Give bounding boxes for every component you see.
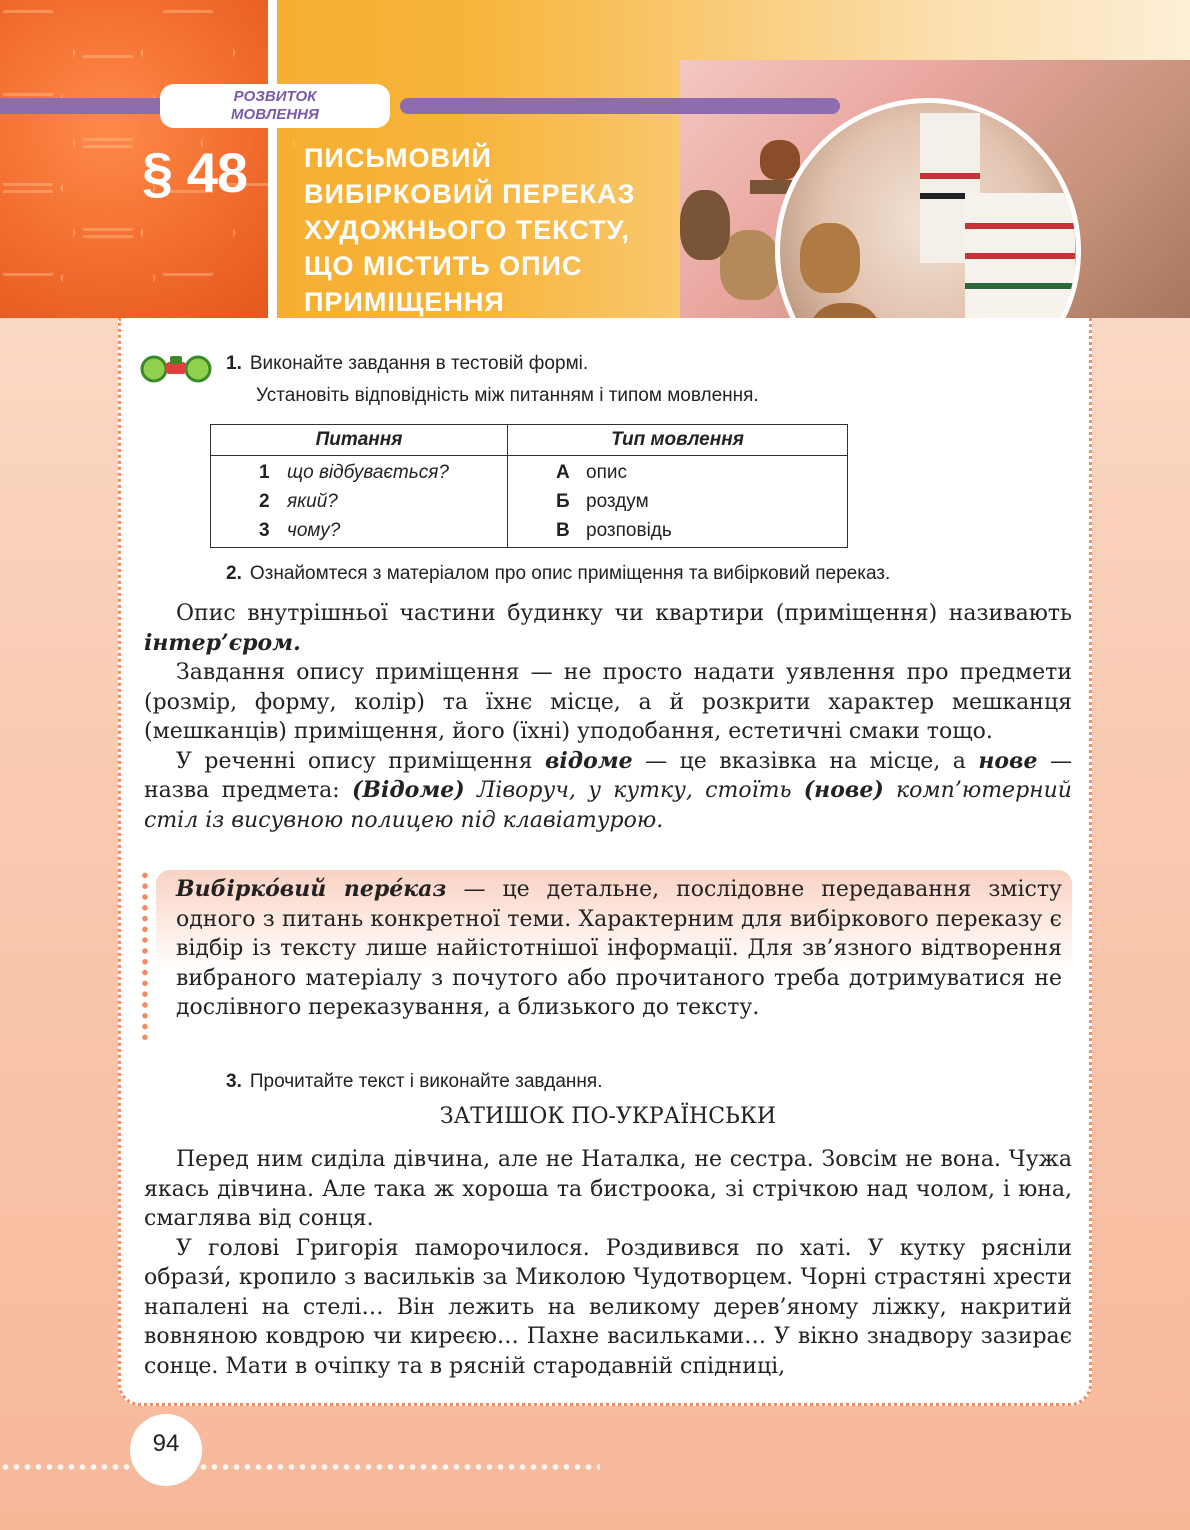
story-paragraph-1: Перед ним сиділа дівчина, але не Наталка, не сестра. Зовсім не вона. Чужа якась дівчина. Але така ж хороша та бистроока, зі стрічкою над чолом, і юна, смаглява від сонця. [144,1147,1072,1231]
question-row: 1 що відбувається? [259,462,449,483]
footer-dots [0,1462,600,1472]
theory-paragraph-1: Опис внутрішньої частини будинку чи квартири (приміщення) називають інтер’єром. [144,601,1072,656]
story-text [144,1145,1072,1381]
task-3-instruction: Прочитайте текст і виконайте завдання. [249,1071,603,1092]
task-1-number: 1. [226,353,242,374]
title-line-3: ХУДОЖНЬОГО ТЕКСТУ, [304,215,630,245]
title-line-1: ПИСЬМОВИЙ [304,143,492,173]
rubric-line-1: РОЗВИТОК [233,88,317,105]
type-row: В розповідь [556,520,672,541]
header-divider [268,0,277,318]
types-cell [508,456,848,548]
page-number: 94 [152,1430,180,1457]
table-header-question: Питання [211,425,508,456]
question-row: 2 який? [259,491,338,512]
matching-table [210,424,848,548]
task-2 [226,563,890,585]
term-interior: інтер’єром. [144,629,301,656]
definition-body: — це детальне, послідовне передавання змісту одного з питань конкретної теми. Характерним для вибіркового переказу є відбір із тексту лише найістотнішої інформації. Для зв’язного відтворення вибраного матеріалу з почутого або прочитаного треба дотримуватися не дослівного переказування, а близького до тексту. [176,877,1062,1020]
task-3 [226,1071,602,1093]
purple-band-right [400,98,840,114]
type-row: Б роздум [556,491,649,512]
table-header-type: Тип мовлення [508,425,848,456]
task-2-instruction: Ознайомтеся з матеріалом про опис приміщення та вибірковий переказ. [249,563,891,584]
theory-text [144,599,1072,835]
task-1-line-1 [226,353,588,375]
theory-paragraph-3: У реченні опису приміщення відоме — це вказівка на місце, а нове — назва предмета: (Відоме) Ліворуч, у кутку, стоїть (нове) комп’ютерний стіл із висувною полицею під клавіатурою. [144,747,1072,833]
theory-paragraph-2: Завдання опису приміщення — не просто надати уявлення про предмети (розмір, форму, колір) та їхнє місце, а й розкрити характер мешканця (мешканців) приміщення, його (їхні) уподобання, естетичні смаки тощо. [144,660,1072,744]
questions-cell [211,456,508,548]
rubric-line-2: МОВЛЕННЯ [231,106,319,123]
definition-text [176,875,1062,1023]
binoculars-icon [140,352,214,384]
title-line-2: ВИБІРКОВИЙ ПЕРЕКАЗ [304,179,636,209]
section-title [304,140,684,318]
question-row: 3 чому? [259,520,341,541]
title-line-4: ЩО МІСТИТЬ ОПИС [304,251,583,281]
story-paragraph-2: У голові Григорія паморочилося. Роздивився по хаті. У кутку рясніли образи́, кропило з васильків за Миколою Чудотворцем. Чорні страстяні хрести напалені на стелі… Він лежить на великому дерев’яному ліжку, накритий вовняною ковдрою чи киреєю… Пахне васильками… У вікно знадвору зазирає сонце. Мати в очіпку та в рясній стародавній спідниці, [144,1235,1072,1379]
purple-band-left [0,98,170,114]
task-1-instruction: Виконайте завдання в тестовій формі. [249,353,589,374]
type-row: А опис [556,462,627,483]
chapter-header [0,0,1190,318]
definition-dots [140,870,150,1044]
story-title: ЗАТИШОК ПО-УКРАЇНСЬКИ [439,1104,777,1129]
task-2-number: 2. [226,563,242,584]
rubric-label [160,84,390,128]
title-line-5: ПРИМІЩЕННЯ [304,287,505,317]
task-1-line-2: Установіть відповідність між питанням і типом мовлення. [256,385,759,406]
definition-term: Вибірко́вий пере́каз [176,876,447,902]
section-number: § 48 [142,141,247,204]
task-3-number: 3. [226,1071,242,1092]
